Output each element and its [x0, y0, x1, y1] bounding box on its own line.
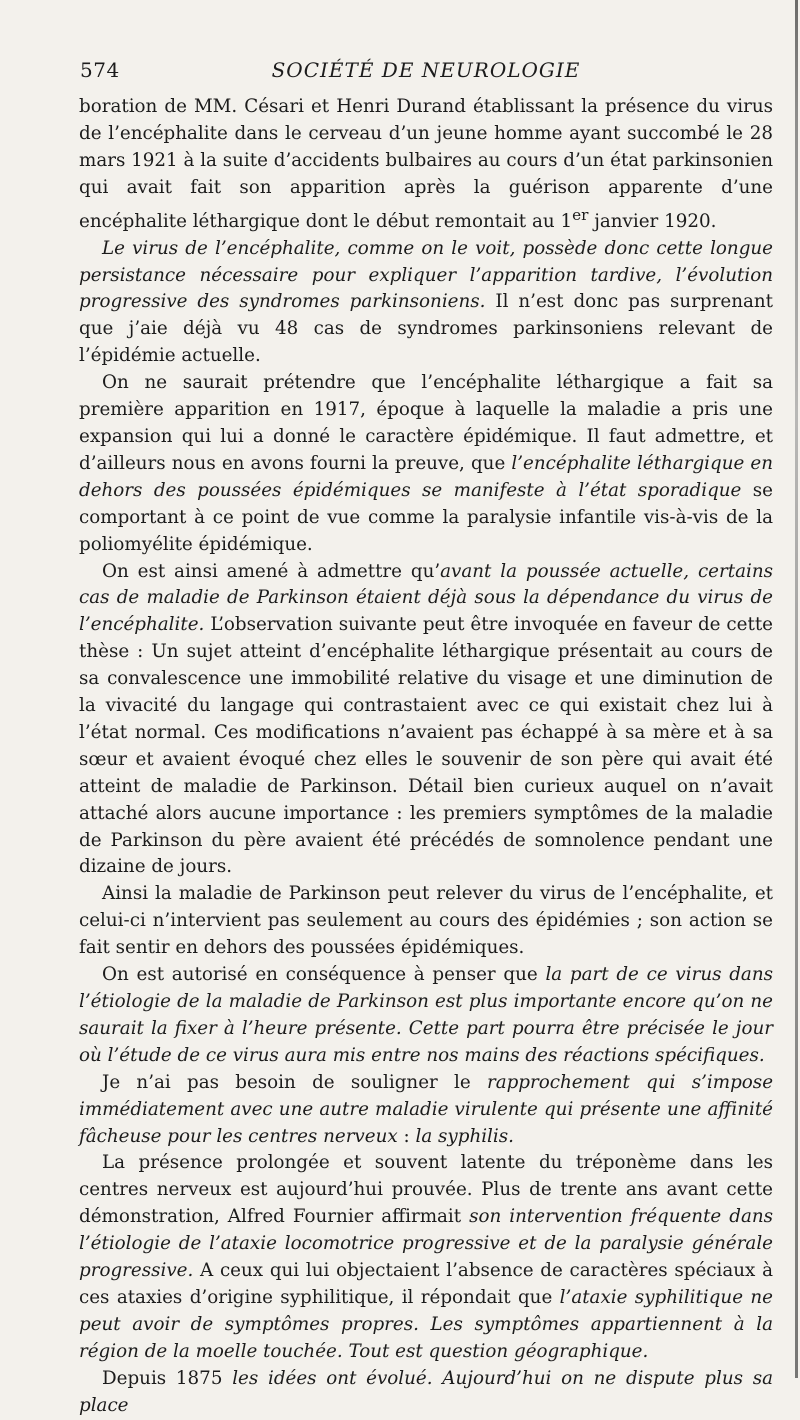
text-run: janvier 1920. [588, 210, 717, 232]
italic-text-run: l’encéphalite léthargique en dehors des poussées épidémiques se manifeste à l’état sporadique [79, 452, 773, 501]
page-number: 574 [80, 58, 120, 82]
text-run: On est ainsi amené à admettre qu’ [102, 560, 441, 582]
paragraph [79, 881, 773, 962]
page-edge-shadow [795, 0, 798, 1378]
text-run: se comportant à ce point de vue comme la paralysie infantile vis-à-vis de la poliomyélite épidémique. [79, 479, 773, 555]
italic-text-run: la syphilis. [415, 1125, 514, 1147]
text-run: On est autorisé en conséquence à penser que [102, 964, 546, 986]
text-run: L’observation suivante peut être invoquée en faveur de cette thèse : Un sujet atteint d’encéphalite léthargique présentait au cours de sa convalescence une immobilité relative du visage et une diminution de la vivacité du langage qui contrastaient avec ce qui existait chez lui à l’état normal. Ces modifications n’avaient pas échappé à sa mère et à sa sœur et avaient évoqué chez elles le souvenir de son père qui avait été atteint de maladie de Parkinson. Détail bien curieux auquel on n’avait attaché alors aucune importance : les premiers symptômes de la maladie de Parkinson du père avaient été précédés de somnolence pendant une dizaine de jours. [79, 614, 773, 878]
text-run: On ne saurait prétendre que l’encéphalite léthargique a fait sa première apparition en 1917, époque à laquelle la maladie a pris une expansion qui lui a donné le caractère épidémique. Il faut admettre, et d’ailleurs nous en avons fourni la preuve, que [79, 372, 773, 474]
text-run: : [397, 1125, 416, 1147]
text-run: Ainsi la maladie de Parkinson peut relever du virus de l’encéphalite, et celui-ci n’intervient pas seulement au cours des épidémies ; son action se fait sentir en dehors des poussées épidémiques. [79, 883, 773, 959]
body-text [79, 94, 773, 1420]
paragraph [79, 1150, 773, 1365]
text-run: Depuis 1875 [102, 1367, 233, 1389]
italic-text-run: les idées ont évolué. Aujourd’hui on ne dispute plus sa place [79, 1367, 773, 1416]
italic-text-run: l’ataxie syphilitique ne peut avoir de symptômes propres. Les symptômes appartiennent à la région de la moelle touchée. Tout est question géographique. [79, 1286, 773, 1362]
paragraph [79, 236, 773, 371]
paragraph [79, 1070, 773, 1151]
paragraph [79, 559, 773, 882]
paragraph [79, 370, 773, 558]
page-header [80, 58, 772, 88]
paragraph [79, 962, 773, 1070]
paragraph [79, 94, 773, 236]
running-head: SOCIÉTÉ DE NEUROLOGIE [271, 58, 581, 82]
italic-text-run: rapprochement qui s’impose immédiatement avec une autre maladie virulente qui présente une affinité fâcheuse pour les centres nerveux [79, 1071, 774, 1147]
superscript-text: er [572, 205, 589, 224]
text-run: Je n’ai pas besoin de souligner le [102, 1071, 487, 1093]
text-run: A ceux qui lui objectaient l’absence de caractères spéciaux à ces ataxies d’origine syphilitique, il répondait que [79, 1260, 773, 1308]
text-run: La présence prolongée et souvent latente du tréponème dans les centres nerveux est aujourd’hui prouvée. Plus de trente ans avant cette démonstration, Alfred Fournier affirmait [79, 1152, 773, 1228]
text-run: Il n’est donc pas surprenant que j’aie déjà vu 48 cas de syndromes parkinsoniens relevant de l’épidémie actuelle. [79, 291, 773, 367]
text-run: boration de MM. Césari et Henri Durand établissant la présence du virus de l’encéphalite dans le cerveau d’un jeune homme ayant succombé le 28 mars 1921 à la suite d’accidents bulbaires au cours d’un état parkinsonien qui avait fait son apparition après la guérison apparente d’une encéphalite léthargique dont le début remontait au 1 [79, 96, 774, 232]
italic-text-run: la part de ce virus dans l’étiologie de la maladie de Parkinson est plus importante encore qu’on ne saurait la fixer à l’heure présente. Cette part pourra être précisée le jour où l’étude de ce virus aura mis entre nos mains des réactions spécifiques. [79, 964, 773, 1066]
italic-text-run: son intervention fréquente dans l’étiologie de l’ataxie locomotrice progressive et de la paralysie générale progressive. [79, 1206, 773, 1282]
italic-text-run: Le virus de l’encéphalite, comme on le voit, possède donc cette longue persistance nécessaire pour expliquer l’apparition tardive, l’évolution progressive des syndromes parkinsoniens. [79, 237, 773, 313]
italic-text-run: avant la poussée actuelle, certains cas de maladie de Parkinson étaient déjà sous la dépendance du virus de l’encéphalite. [79, 560, 773, 636]
paragraph [79, 1366, 773, 1420]
